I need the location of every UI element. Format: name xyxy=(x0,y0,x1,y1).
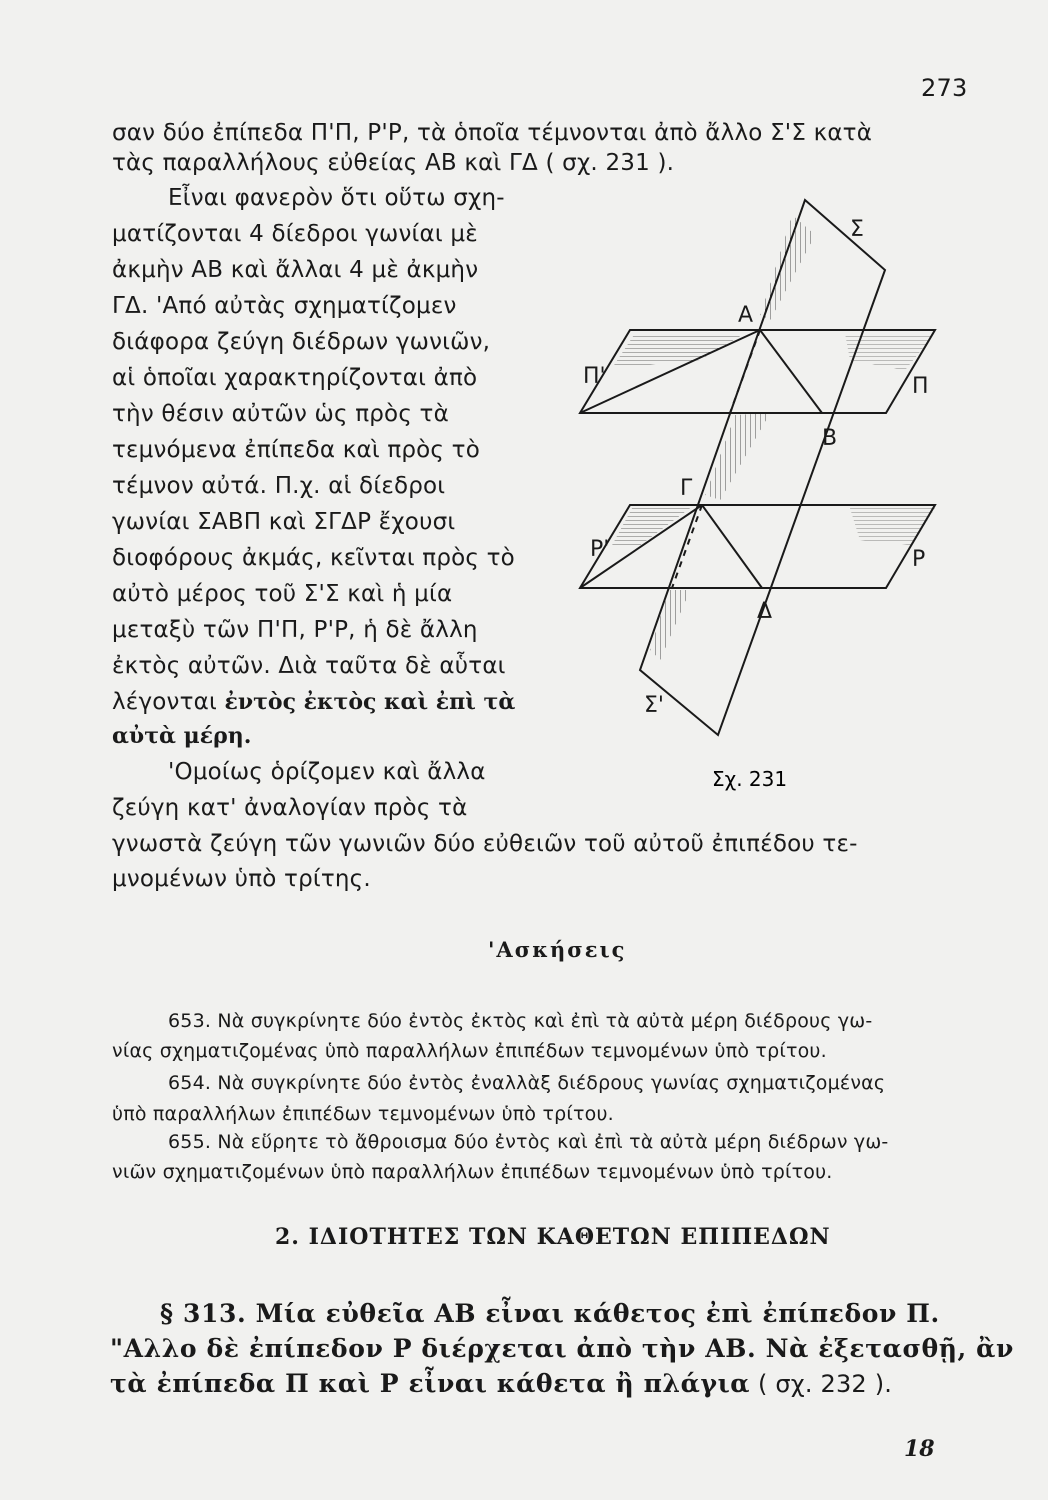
body-line: μεταξὺ τῶν Π'Π, Ρ'Ρ, ἡ δὲ ἄλλη xyxy=(112,617,478,643)
exercise-line: 653. Νὰ συγκρίνητε δύο ἐντὸς ἐκτὸς καὶ ἐπὶ τὰ αὐτὰ μέρη διέδρους γω- xyxy=(168,1010,873,1032)
body-line: γωνίαι ΣΑΒΠ καὶ ΣΓΔΡ ἔχουσι xyxy=(112,509,456,535)
body-line: διοφόρους ἀκμάς, κεῖνται πρὸς τὸ xyxy=(112,545,515,571)
body-line: Εἶναι φανερὸν ὅτι οὕτω σχη- xyxy=(168,185,505,211)
label-beta: Β xyxy=(822,426,838,451)
edge-ab xyxy=(760,330,822,413)
figure-caption: Σχ. 231 xyxy=(712,767,788,791)
exercise-line: 654. Νὰ συγκρίνητε δύο ἐντὸς ἐναλλὰξ διέδρους γωνίας σχηματιζομένας xyxy=(168,1072,886,1094)
exercise-line: νιῶν σχηματιζομένων ὑπὸ παραλλήλων ἐπιπέδων τεμνομένων ὑπὸ τρίτου. xyxy=(112,1161,833,1183)
label-pi: Π xyxy=(912,374,929,399)
edge-gd xyxy=(702,505,762,588)
label-pi-prime: Π' xyxy=(583,364,606,389)
body-line: αὐτὸ μέρος τοῦ Σ'Σ καὶ ἡ μία xyxy=(112,581,453,607)
body-line: ματίζονται 4 δίεδροι γωνίαι μὲ xyxy=(112,221,478,247)
body-line: ζεύγη κατ' ἀναλογίαν πρὸς τὰ xyxy=(112,795,468,821)
body-line: 'Ομοίως ὁρίζομεν καὶ ἄλλα xyxy=(168,759,486,785)
body-line: μνομένων ὑπὸ τρίτης. xyxy=(112,866,371,892)
body-line: ἐκτὸς αὐτῶν. Διὰ ταῦτα δὲ αὗται xyxy=(112,653,506,679)
body-text: λέγονται xyxy=(112,689,225,715)
body-line: τεμνόμενα ἐπίπεδα καὶ πρὸς τὸ xyxy=(112,437,480,463)
label-delta: Δ xyxy=(757,599,773,624)
exercise-line: νίας σχηματιζομένας ὑπὸ παραλλήλων ἐπιπέδων τεμνομένων ὑπὸ τρίτου. xyxy=(112,1040,827,1062)
exercise-line: 655. Νὰ εὕρητε τὸ ἄθροισμα δύο ἐντὸς καὶ ἐπὶ τὰ αὐτὰ μέρη διέδρων γω- xyxy=(168,1131,889,1153)
label-gamma: Γ xyxy=(680,476,693,501)
body-line: ΓΔ. 'Από αὐτὰς σχηματίζομεν xyxy=(112,293,457,319)
label-alpha: Α xyxy=(738,303,754,328)
label-sigma: Σ xyxy=(850,217,864,242)
figure-reference: ( σχ. 232 ). xyxy=(750,1370,893,1398)
body-line: γνωστὰ ζεύγη τῶν γωνιῶν δύο εὐθειῶν τοῦ αὐτοῦ ἐπιπέδου τε- xyxy=(112,831,858,857)
section-title: 2. ΙΔΙΟΤΗΤΕΣ ΤΩΝ ΚΑΘΕΤΩΝ ΕΠΙΠΕΔΩΝ xyxy=(275,1224,831,1250)
body-line: ἀκμὴν ΑΒ καὶ ἄλλαι 4 μὲ ἀκμὴν xyxy=(112,257,479,283)
label-sigma-prime: Σ' xyxy=(644,693,664,718)
body-line: τὴν θέσιν αὐτῶν ὡς πρὸς τὰ xyxy=(112,401,449,427)
intro-line-1: σαν δύο ἐπίπεδα Π'Π, Ρ'Ρ, τὰ ὁποῖα τέμνονται ἀπὸ ἄλλο Σ'Σ κατὰ xyxy=(112,120,873,146)
label-rho-prime: Ρ' xyxy=(590,537,610,562)
page-number: 273 xyxy=(921,74,968,102)
proposition-line-1: § 313. Μία εὐθεῖα ΑΒ εἶναι κάθετος ἐπὶ ἐπίπεδον Π. xyxy=(160,1299,940,1328)
plane-sigma xyxy=(640,200,885,735)
body-line: τέμνον αὐτά. Π.χ. αἱ δίεδροι xyxy=(112,473,446,499)
exercise-line: ὑπὸ παραλλήλων ἐπιπέδων τεμνομένων ὑπὸ τρίτου. xyxy=(112,1103,614,1125)
proposition-line-2: "Αλλο δὲ ἐπίπεδον Ρ διέρχεται ἀπὸ τὴν ΑΒ. Νὰ ἐξετασθῇ, ἂν xyxy=(110,1334,1014,1363)
bold-term: αὐτὰ μέρη. xyxy=(112,723,252,749)
bold-term: ἐντὸς ἐκτὸς καὶ ἐπὶ τὰ xyxy=(224,689,516,715)
body-line: αἱ ὁποῖαι χαρακτηρίζονται ἀπὸ xyxy=(112,365,478,391)
intro-line-2: τὰς παραλλήλους εὐθείας ΑΒ καὶ ΓΔ ( σχ. 231 ). xyxy=(112,150,675,176)
signature-number: 18 xyxy=(904,1436,935,1462)
proposition-bold-text: τὰ ἐπίπεδα Π καὶ Ρ εἶναι κάθετα ἢ πλάγια xyxy=(110,1369,751,1398)
proposition-line-3 xyxy=(110,1369,892,1398)
body-line: διάφορα ζεύγη διέδρων γωνιῶν, xyxy=(112,329,491,355)
label-rho: Ρ xyxy=(912,547,926,572)
exercises-heading: 'Ασκήσεις xyxy=(488,937,627,962)
